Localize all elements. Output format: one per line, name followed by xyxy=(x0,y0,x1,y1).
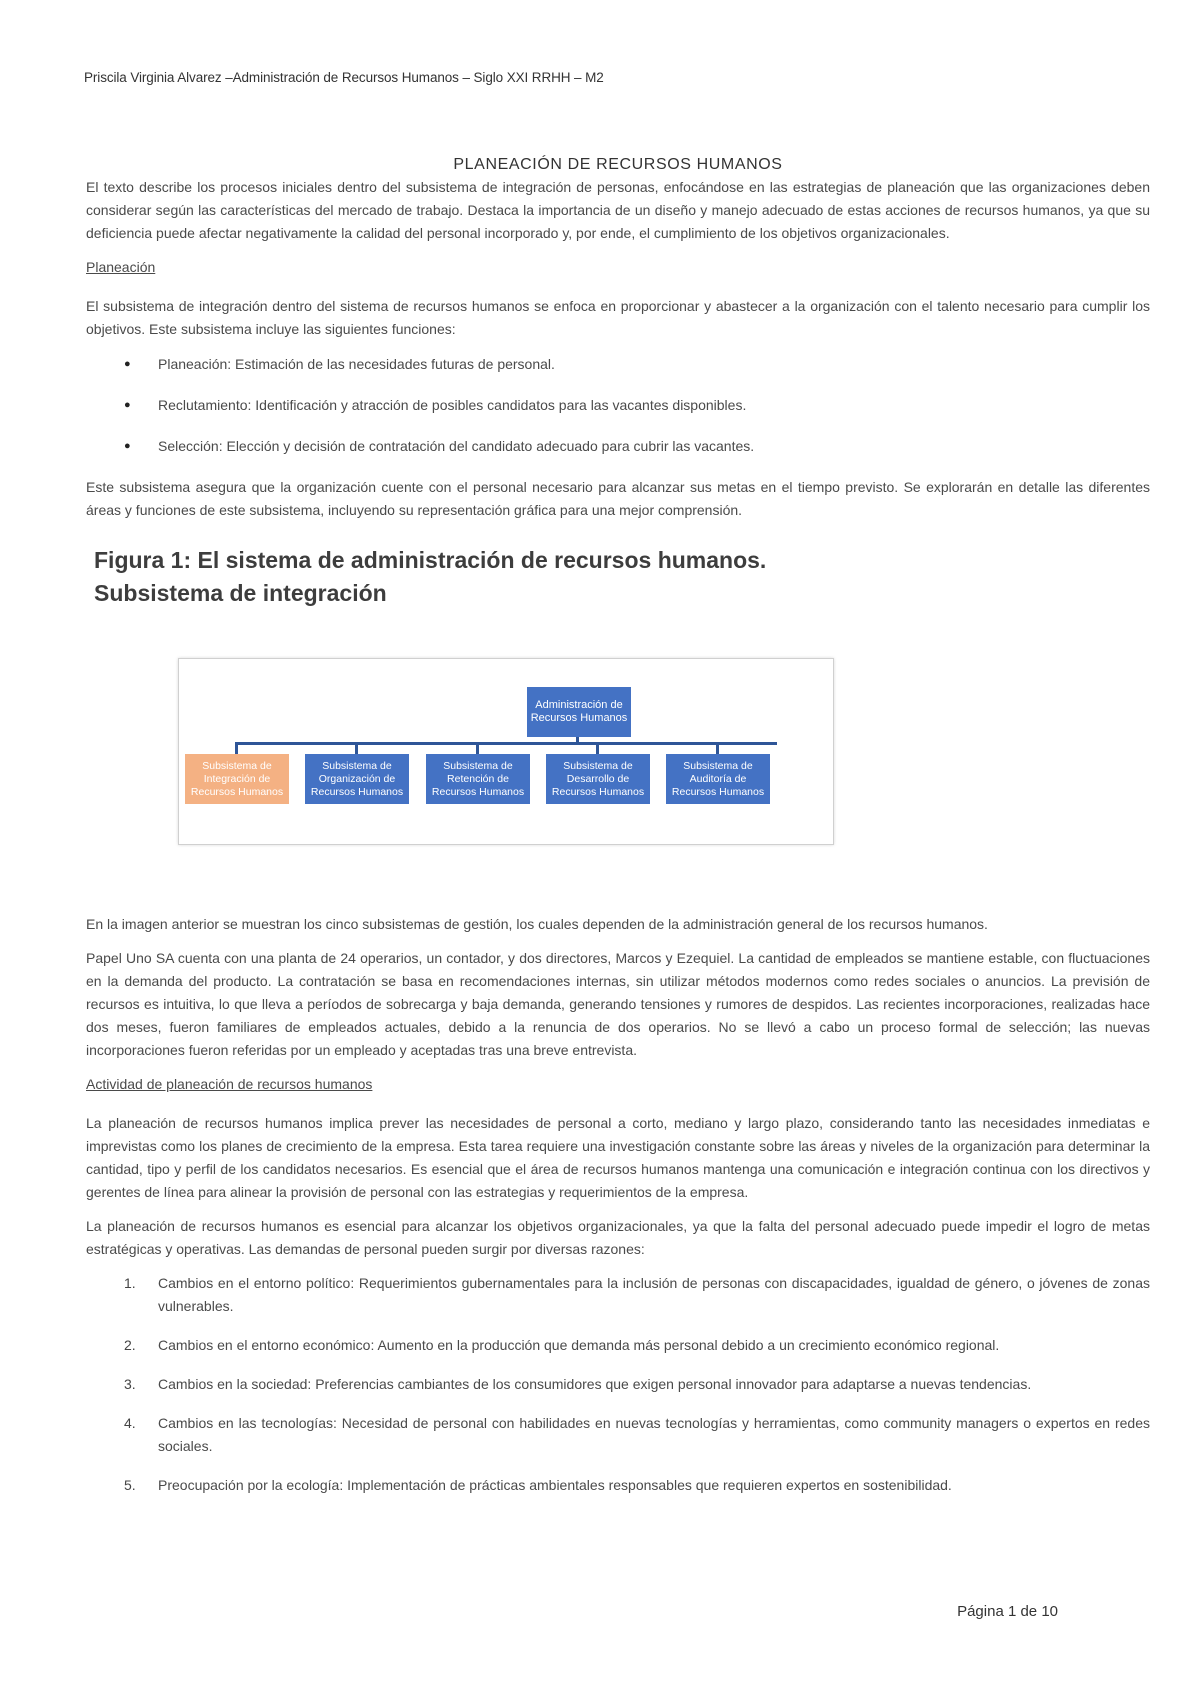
list-item-text: Preocupación por la ecología: Implementación de prácticas ambientales responsables que requieren expertos en sostenibilidad. xyxy=(158,1477,952,1493)
list-item-text: Cambios en la sociedad: Preferencias cambiantes de los consumidores que exigen personal innovador para adaptarse a nuevas tendencias. xyxy=(158,1376,1032,1392)
connector-child-2 xyxy=(355,742,358,754)
org-chart-figure xyxy=(86,652,1150,897)
list-item-text: Cambios en las tecnologías: Necesidad de personal con habilidades en nuevas tecnologías y herramientas, como community managers o expertos en redes sociales. xyxy=(158,1415,1150,1454)
section-heading-actividad: Actividad de planeación de recursos humanos xyxy=(86,1076,373,1092)
document-title: PLANEACIÓN DE RECURSOS HUMANOS xyxy=(453,156,783,173)
page-number: Página 1 de 10 xyxy=(957,1603,1058,1620)
list-item xyxy=(124,1272,1150,1318)
connector-child-5 xyxy=(716,742,719,754)
connector-child-4 xyxy=(596,742,599,754)
list-item: ● Reclutamiento: Identificación y atracción de posibles candidatos para las vacantes disponibles. xyxy=(124,394,1150,417)
section1-paragraph: El subsistema de integración dentro del sistema de recursos humanos se enfoca en proporcionar y abastecer a la organización con el talento necesario para cumplir los objetivos. Este subsistema incluye las siguientes funciones: xyxy=(86,298,1150,337)
reasons-list xyxy=(86,1272,1150,1497)
list-item: ● Selección: Elección y decisión de contratación del candidato adecuado para cubrir las vacantes. xyxy=(124,435,1150,458)
org-node-root: Administración de Recursos Humanos xyxy=(527,687,631,737)
org-node-integracion: Subsistema de Integración de Recursos Humanos xyxy=(185,754,289,804)
list-item-text: Cambios en el entorno económico: Aumento en la producción que demanda más personal debido a un crecimiento económico regional. xyxy=(158,1337,1000,1353)
connector-horizontal xyxy=(235,742,777,745)
list-item xyxy=(124,1474,1150,1497)
figure-caption-line-2: Subsistema de integración xyxy=(94,580,387,606)
figure-caption xyxy=(94,544,1150,610)
functions-list xyxy=(86,353,1150,458)
list-number: 2. xyxy=(124,1337,136,1353)
list-item xyxy=(124,1412,1150,1458)
list-item xyxy=(124,1373,1150,1396)
section-heading-planeacion: Planeación xyxy=(86,259,156,275)
list-number: 5. xyxy=(124,1477,136,1493)
figure-caption-line-1: Figura 1: El sistema de administración de recursos humanos. xyxy=(94,547,767,573)
org-chart-frame xyxy=(178,658,834,845)
intro-paragraph: El texto describe los procesos iniciales dentro del subsistema de integración de personas, enfocándose en las estrategias de planeación que las organizaciones deben considerar según las características del mercado de trabajo. Destaca la importancia de un diseño y manejo adecuado de estas acciones de recursos humanos, ya que su deficiencia puede afectar negativamente la calidad del personal incorporado y, por ende, el cumplimiento de los objetivos organizacionales. xyxy=(86,179,1150,241)
org-node-organizacion: Subsistema de Organización de Recursos Humanos xyxy=(305,754,409,804)
list-number: 4. xyxy=(124,1415,136,1431)
connector-child-1 xyxy=(235,742,238,754)
section2-paragraph-2: La planeación de recursos humanos es esencial para alcanzar los objetivos organizacionales, ya que la falta del personal adecuado puede impedir el logro de metas estratégicas y operativas. Las demandas de personal pueden surgir por diversas razones: xyxy=(86,1218,1150,1257)
list-number: 3. xyxy=(124,1376,136,1392)
figure-explanation-paragraph: En la imagen anterior se muestran los cinco subsistemas de gestión, los cuales dependen de la administración general de los recursos humanos. xyxy=(86,916,988,932)
list-number: 1. xyxy=(124,1275,136,1291)
case-paragraph: Papel Uno SA cuenta con una planta de 24 operarios, un contador, y dos directores, Marcos y Ezequiel. La cantidad de empleados se mantiene estable, con fluctuaciones en la demanda del producto. La contratación se basa en recomendaciones internas, sin utilizar métodos modernos como redes sociales o anuncios. La previsión de recursos es intuitiva, lo que lleva a períodos de sobrecarga y baja demanda, generando tensiones y rumores de despidos. Las recientes incorporaciones, realizadas hace dos meses, fueron familiares de empleados actuales, debido a la renuncia de dos operarios. No se llevó a cabo un proceso formal de selección; las nuevas incorporaciones fueron referidas por un empleado y aceptadas tras una breve entrevista. xyxy=(86,950,1150,1058)
section2-paragraph-1: La planeación de recursos humanos implica prever las necesidades de personal a corto, mediano y largo plazo, considerando tanto las necesidades inmediatas e imprevistas como los planes de crecimiento de la empresa. Esta tarea requiere una investigación constante sobre las áreas y niveles de la organización para determinar la cantidad, tipo y perfil de los candidatos necesarios. Es esencial que el área de recursos humanos mantenga una comunicación e integración continua con los directivos y gerentes de línea para alinear la provisión de personal con las estrategias y requerimientos de la empresa. xyxy=(86,1115,1150,1200)
page-content xyxy=(86,156,1150,1513)
org-node-retencion: Subsistema de Retención de Recursos Humanos xyxy=(426,754,530,804)
org-node-auditoria: Subsistema de Auditoría de Recursos Humanos xyxy=(666,754,770,804)
list-item: ● Planeación: Estimación de las necesidades futuras de personal. xyxy=(124,353,1150,376)
list-item xyxy=(124,1334,1150,1357)
section1-closing-paragraph: Este subsistema asegura que la organización cuente con el personal necesario para alcanzar sus metas en el tiempo previsto. Se explorarán en detalle las diferentes áreas y funciones de este subsistema, incluyendo su representación gráfica para una mejor comprensión. xyxy=(86,479,1150,518)
connector-child-3 xyxy=(476,742,479,754)
list-item-text: Cambios en el entorno político: Requerimientos gubernamentales para la inclusión de personas con discapacidades, igualdad de género, o jóvenes de zonas vulnerables. xyxy=(158,1275,1150,1314)
org-node-desarrollo: Subsistema de Desarrollo de Recursos Humanos xyxy=(546,754,650,804)
page-header: Priscila Virginia Alvarez –Administración de Recursos Humanos – Siglo XXI RRHH – M2 xyxy=(84,70,604,85)
